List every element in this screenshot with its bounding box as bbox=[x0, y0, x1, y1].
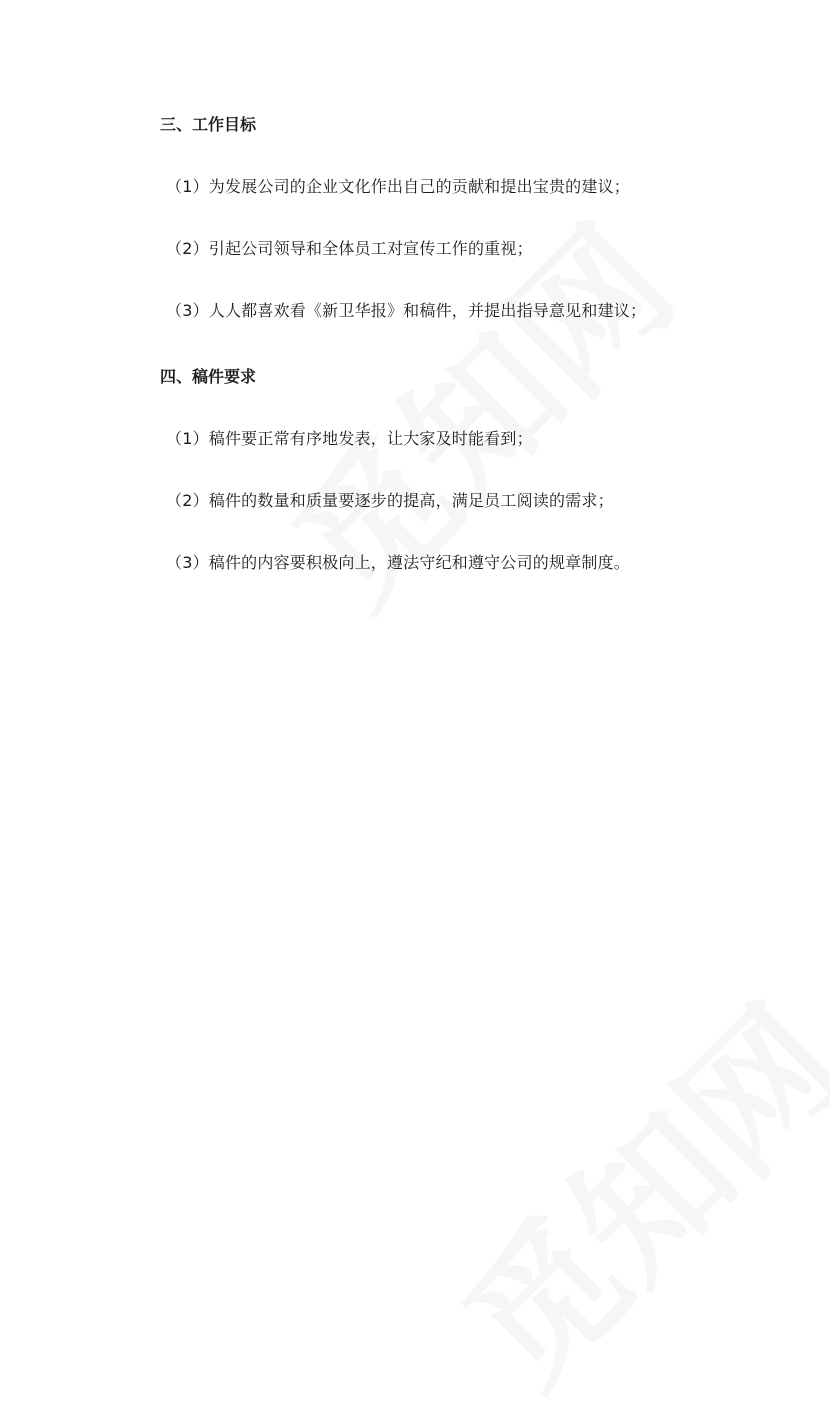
section-heading-goals: 三、工作目标 bbox=[160, 115, 257, 134]
goal-item-1: （1）为发展公司的企业文化作出自己的贡献和提出宝贵的建议； bbox=[166, 177, 630, 196]
watermark bbox=[410, 953, 830, 1423]
section-heading-requirements: 四、稿件要求 bbox=[160, 367, 257, 386]
goal-item-3: （3）人人都喜欢看《新卫华报》和稿件，并提出指导意见和建议； bbox=[166, 301, 647, 320]
requirement-item-2: （2）稿件的数量和质量要逐步的提高，满足员工阅读的需求； bbox=[166, 491, 614, 510]
requirement-item-3: （3）稿件的内容要积极向上，遵法守纪和遵守公司的规章制度。 bbox=[166, 553, 630, 572]
goal-item-2: （2）引起公司领导和全体员工对宣传工作的重视； bbox=[166, 239, 533, 258]
requirement-item-1: （1）稿件要正常有序地发表，让大家及时能看到； bbox=[166, 429, 533, 448]
